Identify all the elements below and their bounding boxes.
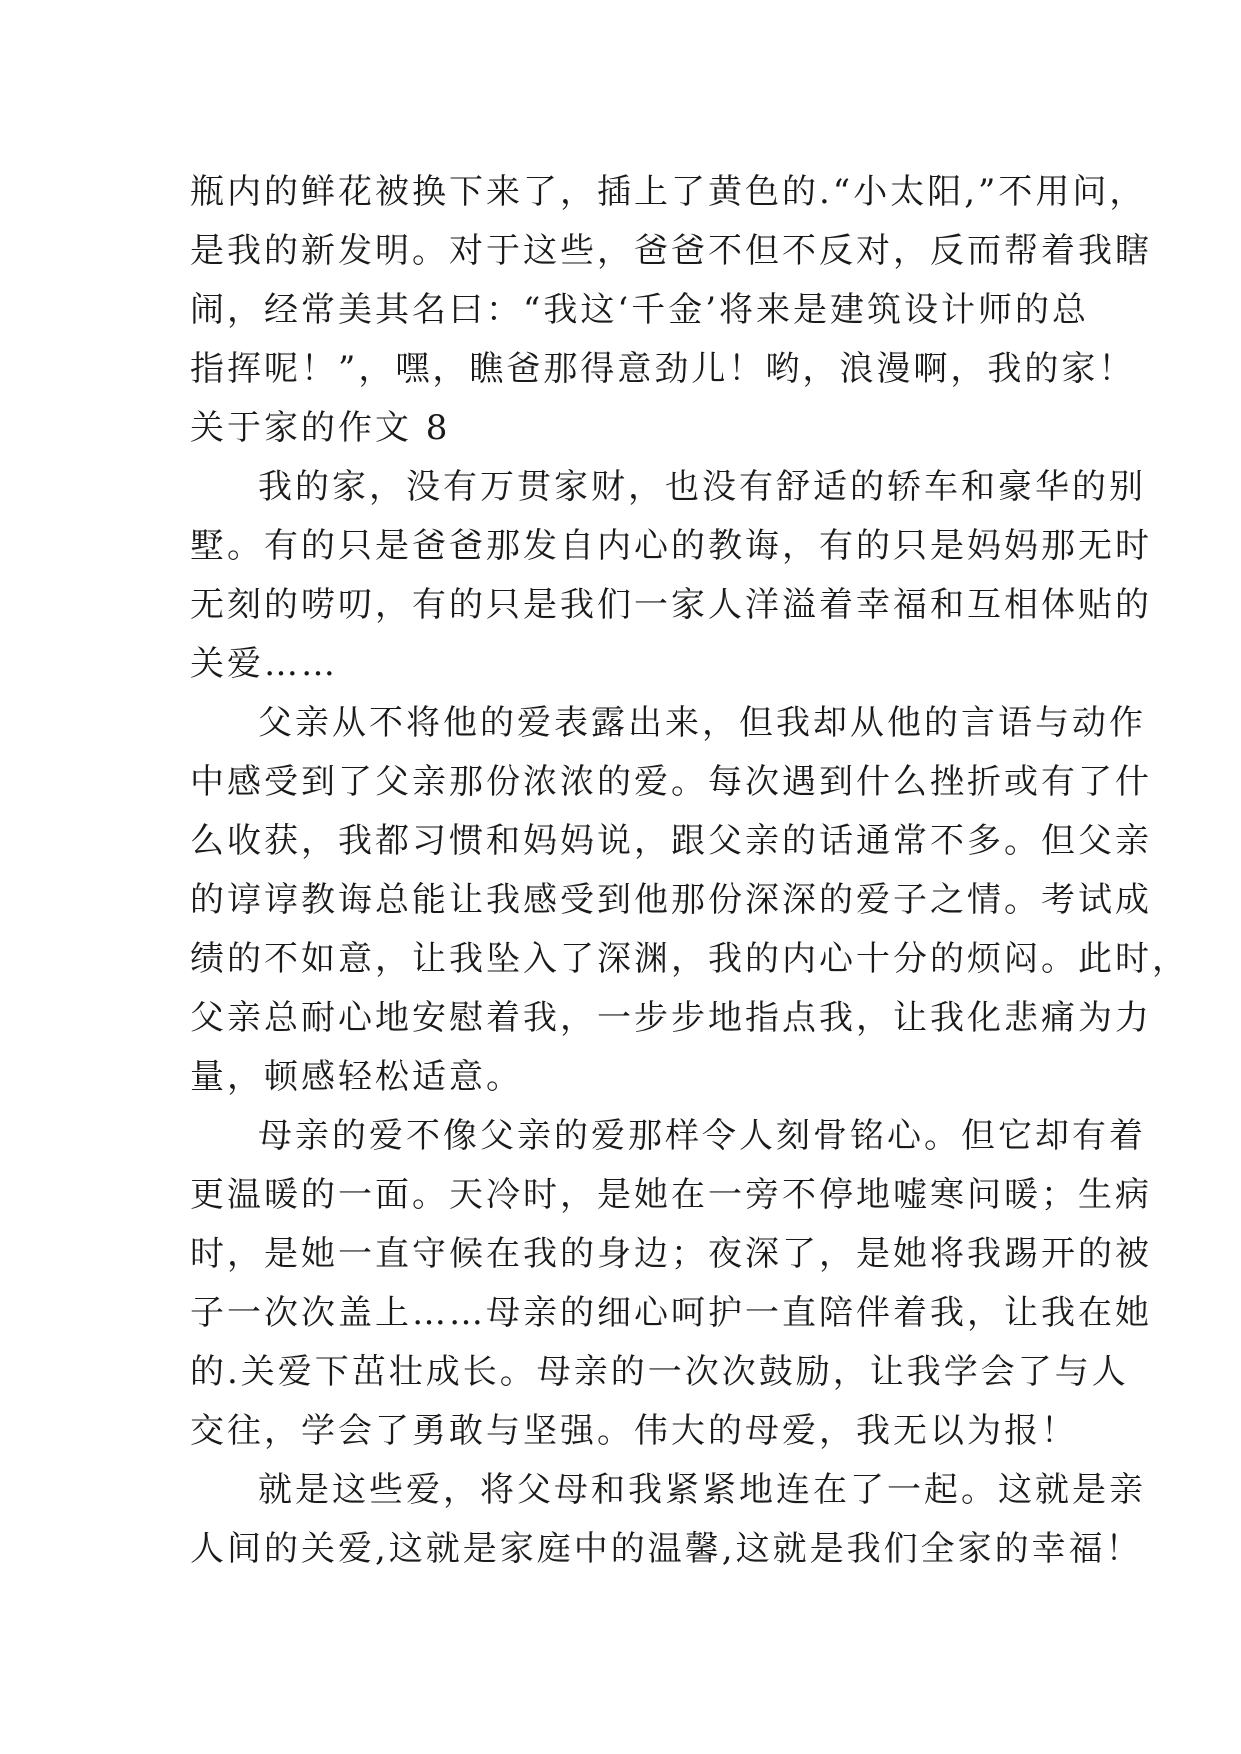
paragraph-line: 子一次次盖上……母亲的细心呵护一直陪伴着我，让我在她 <box>190 1293 1152 1333</box>
paragraph-line: 的.关爱下茁壮成长。母亲的一次次鼓励，让我学会了与人 <box>190 1352 1129 1392</box>
paragraph-line: 闹，经常美其名曰：“我这‘千金’将来是建筑设计师的总 <box>190 290 1089 330</box>
paragraph-line: 无刻的唠叨，有的只是我们一家人洋溢着幸福和互相体贴的 <box>190 585 1152 625</box>
paragraph-line: 瓶内的鲜花被换下来了，插上了黄色的.“小太阳,”不用问， <box>190 172 1147 212</box>
paragraph-line: 交往，学会了勇敢与坚强。伟大的母爱，我无以为报！ <box>190 1411 1078 1451</box>
paragraph-line: 就是这些爱，将父母和我紧紧地连在了一起。这就是亲 <box>258 1470 1146 1510</box>
paragraph-line: 人间的关爱,这就是家庭中的温馨,这就是我们全家的幸福！ <box>190 1529 1143 1569</box>
paragraph-line: 时，是她一直守候在我的身边；夜深了，是她将我踢开的被 <box>190 1234 1152 1274</box>
paragraph-line: 么收获，我都习惯和妈妈说，跟父亲的话通常不多。但父亲 <box>190 821 1152 861</box>
paragraph-line: 墅。有的只是爸爸那发自内心的教诲，有的只是妈妈那无时 <box>190 526 1152 566</box>
paragraph-line: 绩的不如意，让我坠入了深渊，我的内心十分的烦闷。此时， <box>190 939 1189 979</box>
paragraph-line: 是我的新发明。对于这些，爸爸不但不反对，反而帮着我瞎 <box>190 231 1152 271</box>
paragraph-line: 量，顿感轻松适意。 <box>190 1057 523 1097</box>
essay-body <box>190 163 1189 1579</box>
paragraph-line: 母亲的爱不像父亲的爱那样令人刻骨铭心。但它却有着 <box>258 1116 1146 1156</box>
paragraph-line: 我的家，没有万贯家财，也没有舒适的轿车和豪华的别 <box>258 467 1146 507</box>
paragraph-line: 指挥呢！”，嘿，瞧爸那得意劲儿！哟，浪漫啊，我的家！ <box>190 349 1136 389</box>
paragraph-line: 关爱…… <box>190 644 338 684</box>
paragraph-line: 父亲从不将他的爱表露出来，但我却从他的言语与动作 <box>258 703 1146 743</box>
paragraph-line: 更温暖的一面。天冷时，是她在一旁不停地嘘寒问暖；生病 <box>190 1175 1152 1215</box>
section-heading: 关于家的作文 8 <box>190 408 451 448</box>
paragraph-line: 父亲总耐心地安慰着我，一步步地指点我，让我化悲痛为力 <box>190 998 1152 1038</box>
paragraph-line: 中感受到了父亲那份浓浓的爱。每次遇到什么挫折或有了什 <box>190 762 1152 802</box>
paragraph-line: 的谆谆教诲总能让我感受到他那份深深的爱子之情。考试成 <box>190 880 1152 920</box>
